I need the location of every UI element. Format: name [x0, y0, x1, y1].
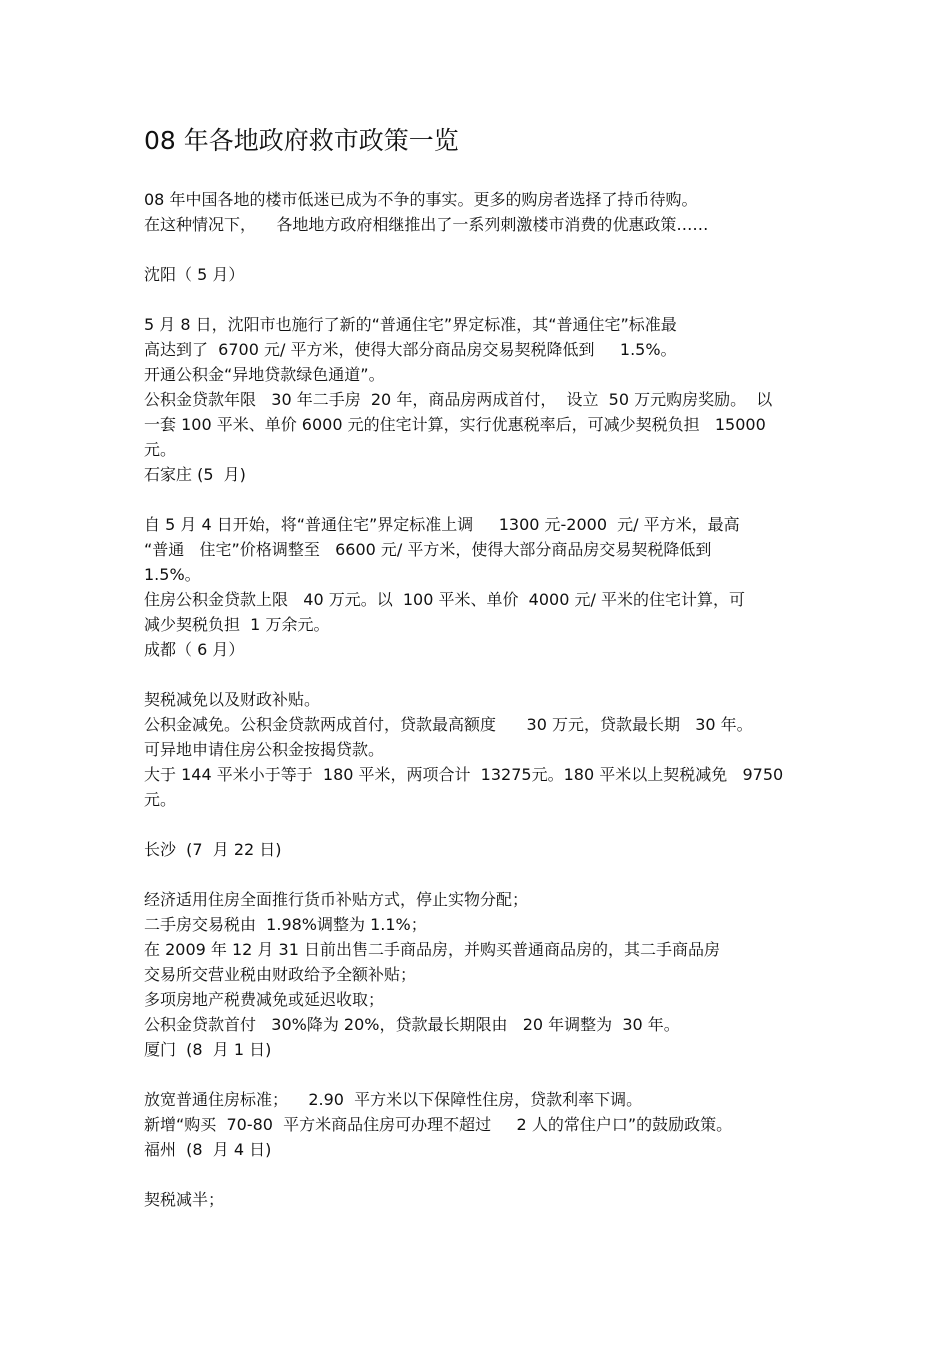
document-title: 08 年各地政府救市政策一览 [144, 126, 459, 155]
text-line: 石家庄 (5 月) [144, 465, 246, 484]
text-line: 成都（ 6 月） [144, 640, 245, 659]
text-line: 经济适用住房全面推行货币补贴方式，停止实物分配； [144, 890, 529, 909]
text-line: 交易所交营业税由财政给予全额补贴； [144, 965, 417, 984]
text-line: 新增“购买 70-80 平方米商品住房可办理不超过 2 人的常住户口”的鼓励政策。 [144, 1115, 733, 1134]
text-line: 08 年中国各地的楼市低迷已成为不争的事实。更多的购房者选择了持币待购。 [144, 190, 698, 209]
text-line: 二手房交易税由 1.98%调整为 1.1%； [144, 915, 427, 934]
text-line: 开通公积金“异地贷款绿色通道”。 [144, 365, 385, 384]
text-line: 在 2009 年 12 月 31 日前出售二手商品房，并购买普通商品房的，其二手商品房 [144, 940, 720, 959]
text-line: 厦门 (8 月 1 日) [144, 1040, 272, 1059]
blank-line [144, 1062, 820, 1087]
text-line: 1.5%。 [144, 565, 201, 584]
blank-line [144, 812, 820, 837]
blank-line [144, 237, 820, 262]
text-line: 公积金减免。公积金贷款两成首付，贷款最高额度 30 万元，贷款最长期 30 年。 [144, 715, 753, 734]
text-line: 5 月 8 日，沈阳市也施行了新的“普通住宅”界定标准，其“普通住宅”标准最 [144, 315, 677, 334]
text-line: 减少契税负担 1 万余元。 [144, 615, 330, 634]
text-line: 自 5 月 4 日开始，将“普通住宅”界定标准上调 1300 元-2000 元/ 平方米，最高 [144, 515, 740, 534]
blank-line [144, 487, 820, 512]
text-line: 契税减免以及财政补贴。 [144, 690, 321, 709]
text-line: 住房公积金贷款上限 40 万元。以 100 平米、单价 4000 元/ 平米的住宅计算，可 [144, 590, 745, 609]
text-line: 元。 [144, 440, 177, 459]
text-line: 福州 (8 月 4 日) [144, 1140, 272, 1159]
text-line: 契税减半； [144, 1190, 225, 1209]
text-line: 高达到了 6700 元/ 平方米，使得大部分商品房交易契税降低到 1.5%。 [144, 340, 677, 359]
text-line: 元。 [144, 790, 177, 809]
text-line: 在这种情况下， 各地地方政府相继推出了一系列刺激楼市消费的优惠政策…… [144, 215, 709, 234]
text-line: 多项房地产税费减免或延迟收取； [144, 990, 385, 1009]
text-line: 沈阳（ 5 月） [144, 265, 245, 284]
text-line: 公积金贷款年限 30 年二手房 20 年，商品房两成首付， 设立 50 万元购房奖励。 以 [144, 390, 773, 409]
text-line: 大于 144 平米小于等于 180 平米，两项合计 13275元。180 平米以上契税减免 9750 [144, 765, 784, 784]
text-line: 可异地申请住房公积金按揭贷款。 [144, 740, 385, 759]
text-line: 一套 100 平米、单价 6000 元的住宅计算，实行优惠税率后，可减少契税负担 15000 [144, 415, 766, 434]
blank-line [144, 662, 820, 687]
blank-line [144, 287, 820, 312]
blank-line [144, 862, 820, 887]
text-line: “普通 住宅”价格调整至 6600 元/ 平方米，使得大部分商品房交易契税降低到 [144, 540, 712, 559]
text-line: 放宽普通住房标准； 2.90 平方米以下保障性住房，贷款利率下调。 [144, 1090, 643, 1109]
blank-line [144, 1162, 820, 1187]
text-line: 公积金贷款首付 30%降为 20%，贷款最长期限由 20 年调整为 30 年。 [144, 1015, 680, 1034]
document-body [144, 187, 820, 1212]
text-line: 长沙 (7 月 22 日) [144, 840, 282, 859]
